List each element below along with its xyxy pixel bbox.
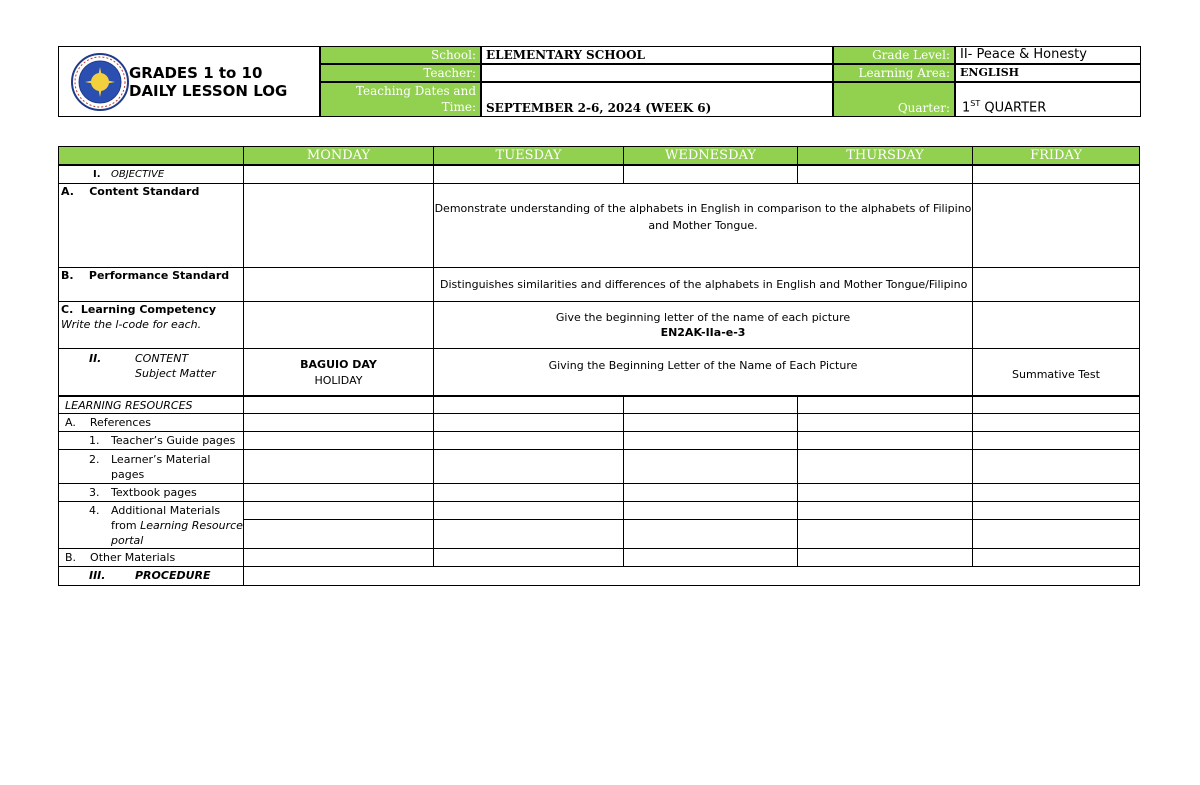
other-materials-friday[interactable] xyxy=(972,548,1140,567)
other-materials-tuesday[interactable] xyxy=(433,548,624,567)
day-header-wednesday: WEDNESDAY xyxy=(623,146,798,165)
textbook-thursday[interactable] xyxy=(797,483,973,502)
learning-resources-label: LEARNING RESOURCES xyxy=(65,399,193,412)
teachers-guide-label: Teacher’s Guide pages xyxy=(111,434,236,447)
content-friday-text: Summative Test xyxy=(1012,368,1100,381)
additional-line3: portal xyxy=(111,534,144,547)
teachers-guide-friday[interactable] xyxy=(972,431,1140,450)
objective-num: I. xyxy=(93,169,101,180)
textbook-tuesday[interactable] xyxy=(433,483,624,502)
procedure-content[interactable] xyxy=(243,566,1140,586)
learners-material-tuesday[interactable] xyxy=(433,449,624,484)
references-tuesday[interactable] xyxy=(433,413,624,432)
title-line-1: GRADES 1 to 10 xyxy=(129,64,263,82)
learning-competency-sublabel: Write the l-code for each. xyxy=(61,318,202,331)
quarter-label xyxy=(833,82,955,117)
area-value[interactable]: ENGLISH xyxy=(955,64,1141,82)
area-label: Learning Area: xyxy=(833,64,955,82)
additional-num: 4. xyxy=(89,504,100,517)
row-label-additional-materials xyxy=(58,501,244,549)
row-label-learners-material xyxy=(58,449,244,484)
row-label-other-materials xyxy=(58,548,244,567)
learning-resources-thursday[interactable] xyxy=(797,396,973,414)
textbook-monday[interactable] xyxy=(243,483,434,502)
performance-standard-friday[interactable] xyxy=(972,267,1140,302)
content-friday[interactable] xyxy=(972,348,1140,396)
additional-wednesday-a[interactable] xyxy=(623,501,798,520)
quarter-value[interactable] xyxy=(955,82,1141,117)
learning-competency-code: EN2AK-IIa-e-3 xyxy=(660,326,746,339)
row-label-procedure xyxy=(58,566,244,586)
additional-thursday-a[interactable] xyxy=(797,501,973,520)
content-standard-text-1: Demonstrate understanding of the alphabets in English in comparison to the alphabets of Filipino xyxy=(434,202,972,215)
day-header-tuesday: TUESDAY xyxy=(433,146,624,165)
grade-value[interactable]: II- Peace & Honesty xyxy=(955,46,1141,64)
other-materials-monday[interactable] xyxy=(243,548,434,567)
deped-seal-icon xyxy=(71,53,129,111)
learning-resources-wednesday[interactable] xyxy=(623,396,798,414)
teachers-guide-wednesday[interactable] xyxy=(623,431,798,450)
dates-label-line2: Time: xyxy=(441,100,476,114)
learning-competency-label: C. Learning Competency xyxy=(61,303,217,316)
day-header-monday: MONDAY xyxy=(243,146,434,165)
row-label-textbook xyxy=(58,483,244,502)
learning-resources-tuesday[interactable] xyxy=(433,396,624,414)
content-midweek[interactable] xyxy=(433,348,973,396)
procedure-num: III. xyxy=(89,569,106,582)
content-standard-midweek[interactable] xyxy=(433,183,973,268)
row-label-content xyxy=(58,348,244,396)
performance-standard-monday[interactable] xyxy=(243,267,434,302)
learners-material-friday[interactable] xyxy=(972,449,1140,484)
objective-wednesday[interactable] xyxy=(623,165,798,184)
row-label-learning-resources xyxy=(58,396,244,414)
day-header-thursday: THURSDAY xyxy=(797,146,973,165)
grade-label: Grade Level: xyxy=(833,46,955,64)
procedure-label: PROCEDURE xyxy=(135,569,211,582)
teachers-guide-num: 1. xyxy=(89,434,100,447)
additional-friday-a[interactable] xyxy=(972,501,1140,520)
content-monday-line1: BAGUIO DAY xyxy=(300,358,377,371)
additional-line1: Additional Materials xyxy=(111,504,221,517)
other-materials-thursday[interactable] xyxy=(797,548,973,567)
additional-line2b: Learning Resource xyxy=(140,519,243,532)
additional-thursday-b[interactable] xyxy=(797,519,973,549)
row-label-objective xyxy=(58,165,244,184)
textbook-wednesday[interactable] xyxy=(623,483,798,502)
dates-label-line1: Teaching Dates and xyxy=(355,84,476,98)
learners-material-monday[interactable] xyxy=(243,449,434,484)
content-monday-line2: HOLIDAY xyxy=(314,374,363,387)
content-monday[interactable] xyxy=(243,348,434,396)
row-label-references xyxy=(58,413,244,432)
learners-material-num: 2. xyxy=(89,453,100,466)
learning-resources-friday[interactable] xyxy=(972,396,1140,414)
other-materials-label: B. Other Materials xyxy=(65,551,176,564)
learning-competency-text: Give the beginning letter of the name of each picture xyxy=(555,311,851,324)
references-thursday[interactable] xyxy=(797,413,973,432)
objective-friday[interactable] xyxy=(972,165,1140,184)
textbook-num: 3. xyxy=(89,486,100,499)
school-value[interactable]: ELEMENTARY SCHOOL xyxy=(481,46,833,64)
references-friday[interactable] xyxy=(972,413,1140,432)
learners-material-line1: Learner’s Material xyxy=(111,453,211,466)
learning-competency-friday[interactable] xyxy=(972,301,1140,349)
learners-material-thursday[interactable] xyxy=(797,449,973,484)
learning-competency-midweek[interactable] xyxy=(433,301,973,349)
additional-wednesday-b[interactable] xyxy=(623,519,798,549)
day-header-friday: FRIDAY xyxy=(972,146,1140,165)
teacher-label: Teacher: xyxy=(320,64,481,82)
additional-monday-a[interactable] xyxy=(243,501,434,520)
dates-label xyxy=(320,82,481,117)
dates-value[interactable] xyxy=(481,82,833,117)
learning-resources-monday[interactable] xyxy=(243,396,434,414)
content-num: II. xyxy=(89,352,102,365)
content-midweek-text: Giving the Beginning Letter of the Name of Each Picture xyxy=(548,359,858,372)
content-sublabel: Subject Matter xyxy=(135,367,216,380)
quarter-number: 1 xyxy=(962,100,971,115)
objective-thursday[interactable] xyxy=(797,165,973,184)
row-label-learning-competency xyxy=(58,301,244,349)
row-label-content-standard: A. Content Standard xyxy=(58,183,244,268)
title-line-2: DAILY LESSON LOG xyxy=(129,82,288,100)
teacher-value[interactable] xyxy=(481,64,833,82)
content-standard-friday[interactable] xyxy=(972,183,1140,268)
header-title-box xyxy=(58,46,320,117)
references-wednesday[interactable] xyxy=(623,413,798,432)
corner-header xyxy=(58,146,244,165)
textbook-label: Textbook pages xyxy=(111,486,197,499)
other-materials-wednesday[interactable] xyxy=(623,548,798,567)
textbook-friday[interactable] xyxy=(972,483,1140,502)
learners-material-wednesday[interactable] xyxy=(623,449,798,484)
objective-tuesday[interactable] xyxy=(433,165,624,184)
content-label: CONTENT xyxy=(135,352,189,365)
content-standard-text-2: and Mother Tongue. xyxy=(648,219,758,232)
learning-competency-monday[interactable] xyxy=(243,301,434,349)
content-standard-monday[interactable] xyxy=(243,183,434,268)
row-label-teachers-guide xyxy=(58,431,244,450)
learners-material-line2: pages xyxy=(111,468,145,481)
teachers-guide-tuesday[interactable] xyxy=(433,431,624,450)
dates-value-text: SEPTEMBER 2-6, 2024 (WEEK 6) xyxy=(486,101,712,115)
additional-tuesday-b[interactable] xyxy=(433,519,624,549)
references-label: A. References xyxy=(65,416,151,429)
objective-monday[interactable] xyxy=(243,165,434,184)
objective-label: OBJECTIVE xyxy=(111,169,165,180)
teachers-guide-thursday[interactable] xyxy=(797,431,973,450)
quarter-suffix: ST xyxy=(970,98,981,108)
row-label-performance-standard: B. Performance Standard xyxy=(58,267,244,302)
teachers-guide-monday[interactable] xyxy=(243,431,434,450)
school-label: School: xyxy=(320,46,481,64)
additional-tuesday-a[interactable] xyxy=(433,501,624,520)
performance-standard-text: Distinguishes similarities and differences of the alphabets in English and Mother Tongue/Filipino xyxy=(440,278,968,291)
additional-monday-b[interactable] xyxy=(243,519,434,549)
references-monday[interactable] xyxy=(243,413,434,432)
quarter-word: QUARTER xyxy=(984,100,1047,115)
performance-standard-midweek[interactable] xyxy=(433,267,973,302)
quarter-label-text: Quarter: xyxy=(897,101,950,115)
additional-friday-b[interactable] xyxy=(972,519,1140,549)
additional-line2a: from xyxy=(111,519,141,532)
